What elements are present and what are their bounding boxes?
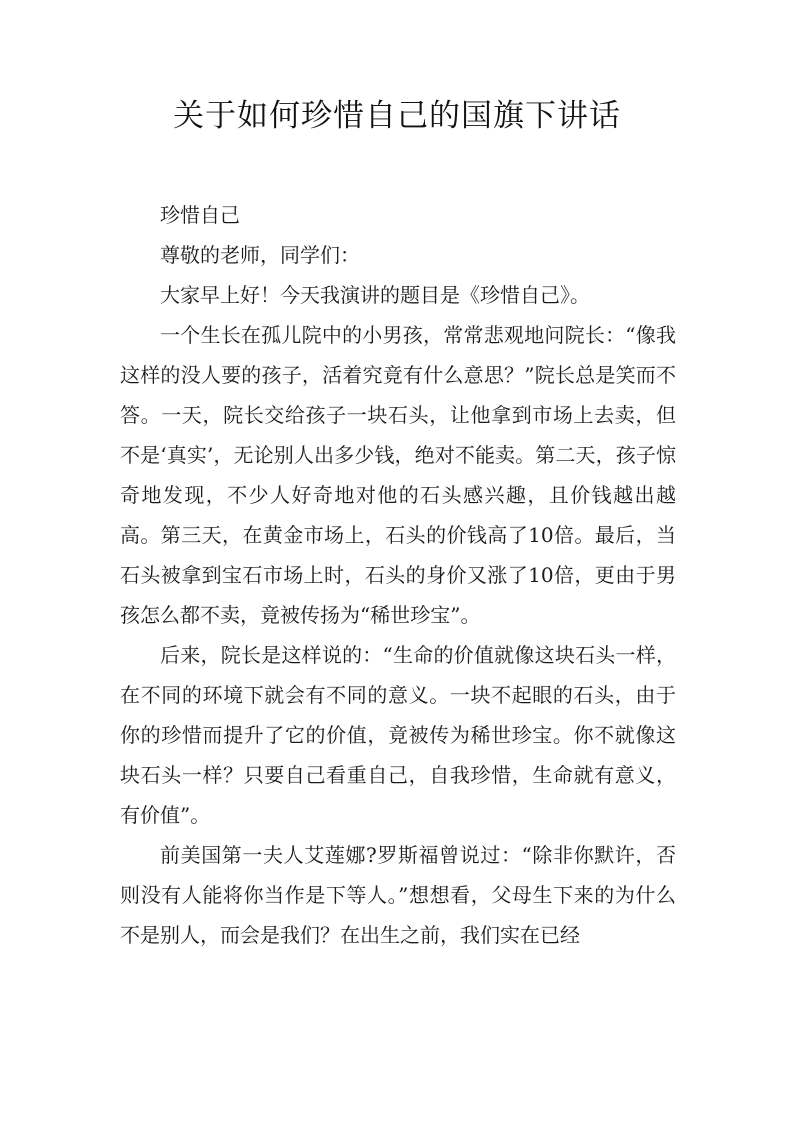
paragraph-salutation: 尊敬的老师，同学们： [160,243,360,267]
document-title: 关于如何珍惜自己的国旗下讲话 [173,98,621,134]
paragraph-moral: 后来，院长是这样说的：“生命的价值就像这块石头一样，在不同的环境下就会有不同的意义。一块不起眼的石头，由于你的珍惜而提升了它的价值，竟被传为稀世珍宝。你不就像这块石头一样？只要自己看重自己，自我珍惜，生命就有意义，有价值”。 [120,643,676,827]
paragraph-greeting: 大家早上好！今天我演讲的题目是《珍惜自己》。 [160,283,590,307]
paragraph-story: 一个生长在孤儿院中的小男孩，常常悲观地问院长：“像我这样的没人要的孩子，活着究竟有什么意思？”院长总是笑而不答。一天，院长交给孩子一块石头，让他拿到市场上去卖，但不是‘真实’，无论别人出多少钱，绝对不能卖。第二天，孩子惊奇地发现，不少人好奇地对他的石头感兴趣，且价钱越出越高。第三天，在黄金市场上，石头的价钱高了10倍。最后，当石头被拿到宝石市场上时，石头的身价又涨了10倍，更由于男孩怎么都不卖，竟被传扬为“稀世珍宝”。 [120,323,676,627]
paragraph-subtitle: 珍惜自己 [160,203,240,227]
paragraph-quote: 前美国第一夫人艾莲娜?罗斯福曾说过：“除非你默许，否则没有人能将你当作是下等人。”想想看，父母生下来的为什么不是别人，而会是我们？在出生之前，我们实在已经 [120,843,676,947]
document-body [120,195,676,955]
